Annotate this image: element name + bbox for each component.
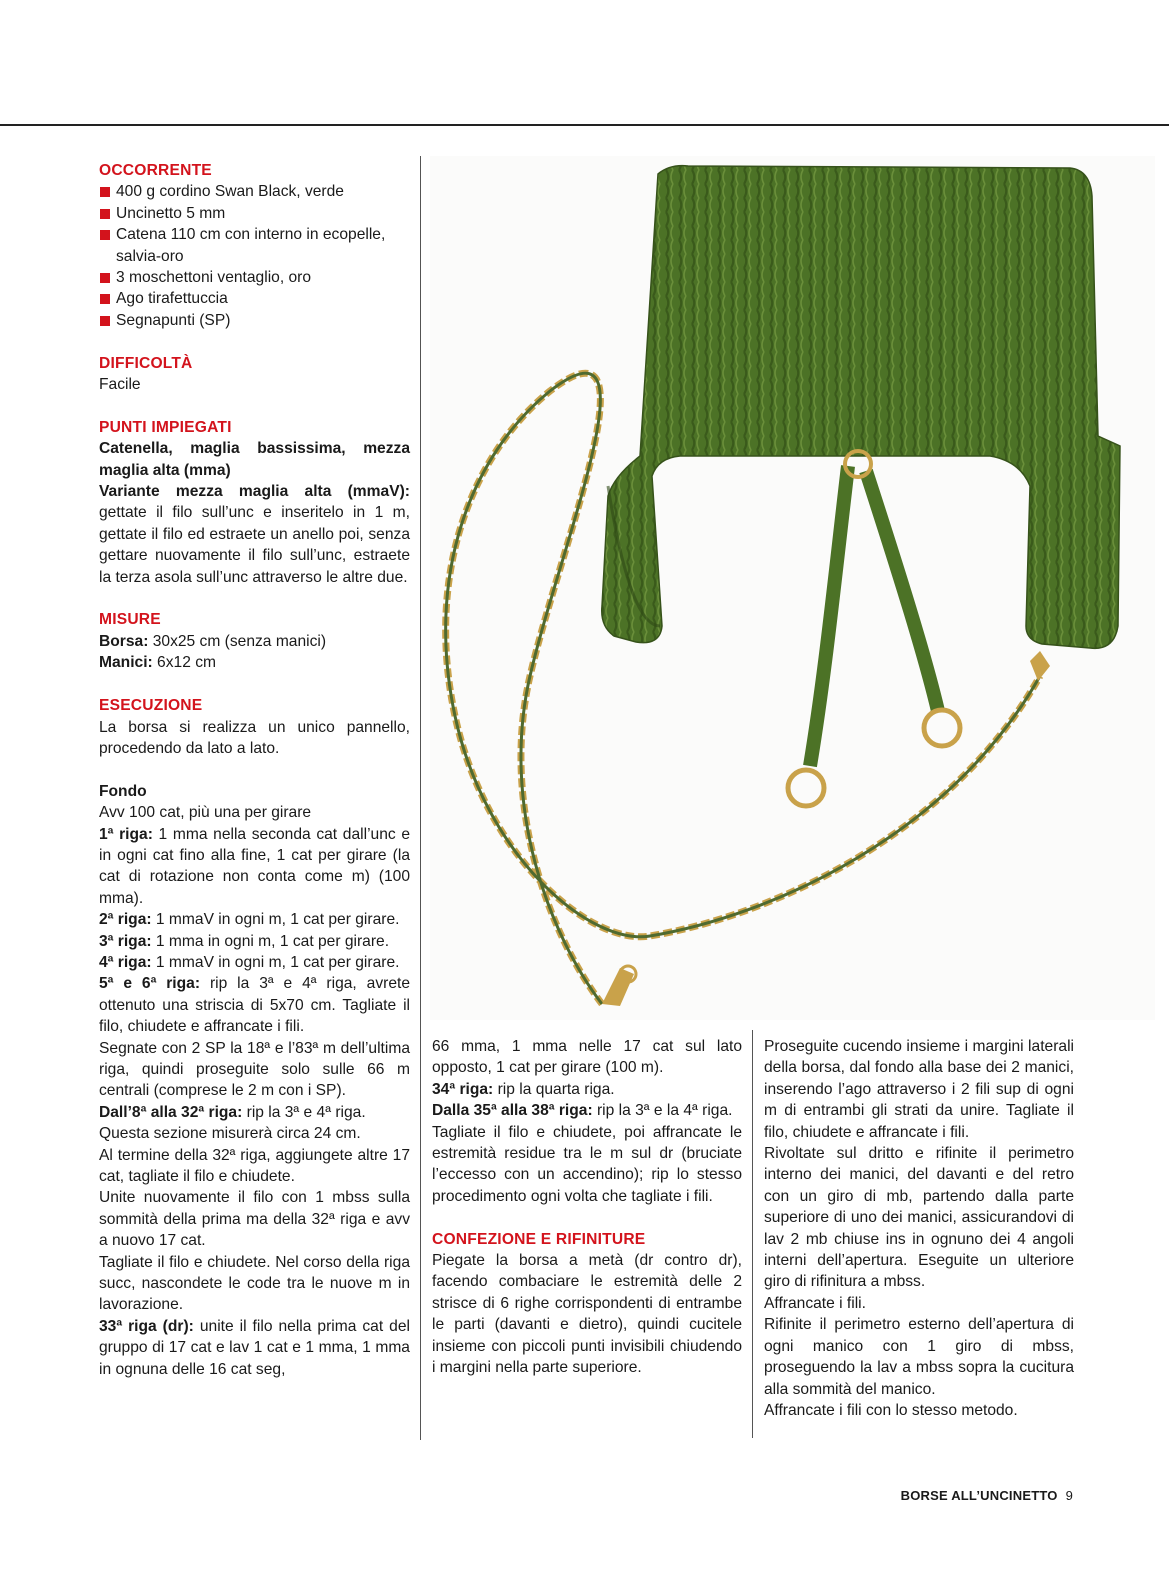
heading-punti: PUNTI IMPIEGATI [99,418,232,436]
bag-photo [430,156,1155,1020]
row-1: 1ª riga: 1 mma nella seconda cat dall’unc e in ogni cat fino alla fine, 1 cat per girare (la cat di rotazione non conta come m) (100 mma). [99,825,410,907]
column-divider [420,156,421,1440]
difficulty-value: Facile [99,376,141,394]
column-1 [99,160,410,1380]
page-number: 9 [1065,1488,1073,1503]
heading-confezione: CONFEZIONE E RIFINITURE [432,1230,646,1248]
paragraph-piegate: Piegate la borsa a metà (dr contro dr), facendo combaciare le estremità delle 2 strisce di 6 righe corrispondenti di entrambe le parti (davanti e dietro), quindi cucitele insieme con piccoli punti invisibili chiudendo i margini nella parte superiore. [432,1252,742,1377]
variant-paragraph: Variante mezza maglia alta (mmaV): gettate il filo sull’unc e inseritelo in 1 m, gettate il filo ed estraete un anello poi, senza gettare nuovamente il filo sull’unc, estraete la terza asola sull’unc attraverso le altre due. [99,483,410,586]
paragraph-proseguite: Proseguite cucendo insieme i margini laterali della borsa, dal fondo alla base dei 2 manici, inserendo l’ago attraverso i 2 fili sup di ogni m di entrambi gli strati da unire. Tagliate il filo, chiudete e affrancate i fili. [764,1038,1074,1141]
list-item: Uncinetto 5 mm [99,203,410,224]
row-4: 4ª riga: 1 mmaV in ogni m, 1 cat per girare. [99,953,400,971]
esecuzione-text: La borsa si realizza un unico pannello, procedendo da lato a lato. [99,718,410,757]
materials-list [99,181,410,331]
paragraph-rifinite: Rifinite il perimetro esterno dell’apertura di ogni manico con 1 giro di mbss, proseguendo la lav a mbss sopra la cucitura alla sommità del manico. [764,1316,1074,1398]
row-2: 2ª riga: 1 mmaV in ogni m, 1 cat per girare. [99,911,400,929]
list-item: Ago tirafettuccia [99,288,410,309]
size-manici: Manici: 6x12 cm [99,654,216,672]
row-35-38: Dalla 35ª alla 38ª riga: rip la 3ª e la 4ª riga. [432,1102,733,1120]
paragraph-unite: Unite nuovamente il filo con 1 mbss sulla sommità della prima ma della 32ª riga e avv a nuovo 17 cat. [99,1189,410,1250]
paragraph-termine: Al termine della 32ª riga, aggiungete altre 17 cat, tagliate il filo e chiudete. [99,1146,410,1186]
column-2 [432,1036,742,1378]
fondo-intro: Avv 100 cat, più una per girare [99,804,312,822]
column-divider [752,1030,753,1438]
page-footer [901,1488,1073,1503]
top-rule [0,124,1169,126]
paragraph-tagliate-2: Tagliate il filo e chiudete, poi affrancate le estremità residue tra le m sul dr (bruciate l’eccesso con un accendino); rip lo stesso procedimento ogni volta che tagliate i fili. [432,1123,742,1205]
list-item: Segnapunti (SP) [99,310,410,331]
column-3 [764,1036,1074,1421]
paragraph-affrancate: Affrancate i fili. [764,1294,866,1312]
heading-fondo: Fondo [99,782,147,800]
magazine-title: BORSE ALL’UNCINETTO [900,1488,1058,1503]
heading-occorrente: OCCORRENTE [99,162,212,179]
paragraph-tagliate: Tagliate il filo e chiudete. Nel corso della riga succ, nascondete le code tra le nuove m in lavorazione. [99,1253,410,1314]
list-item: 400 g cordino Swan Black, verde [99,181,410,202]
heading-difficolta: DIFFICOLTÀ [99,354,193,372]
paragraph-rivoltate: Rivoltate sul dritto e rifinite il perimetro interno dei manici, del davanti e del retro con un giro di mb, partendo dalla parte superiore di uno dei manici, assicurandovi di lav 2 mb chiuse ins in ognuno dei 4 angoli interni dell’apertura. Eseguite un ulteriore giro di rifinitura a mbss. [764,1145,1074,1291]
paragraph-misura: Questa sezione misurerà circa 24 cm. [99,1125,361,1143]
row-34: 34ª riga: rip la quarta riga. [432,1080,615,1098]
size-borsa: Borsa: 30x25 cm (senza manici) [99,632,327,650]
row-5-6: 5ª e 6ª riga: rip la 3ª e 4ª riga, avrete ottenuto una striscia di 5x70 cm. Tagliate il filo, chiudete e affrancate i fili. [99,975,411,1036]
row-33: 33ª riga (dr): unite il filo nella prima cat del gruppo di 17 cat e lav 1 cat e 1 mma, 1 mma in ognuna delle 16 cat seg, [99,1317,410,1378]
list-item: 3 moschettoni ventaglio, oro [99,267,410,288]
paragraph-continuation: 66 mma, 1 mma nelle 17 cat sul lato opposto, 1 cat per girare (100 m). [432,1038,742,1077]
row-8-32: Dall’8ª alla 32ª riga: rip la 3ª e 4ª riga. [99,1103,366,1121]
paragraph-segnate: Segnate con 2 SP la 18ª e l’83ª m dell’ultima riga, quindi proseguite solo sulle 66 m centrali (comprese le 2 m con i SP). [99,1039,410,1100]
list-item: Catena 110 cm con interno in ecopelle, salvia-oro [99,224,410,267]
heading-misure: MISURE [99,611,161,629]
paragraph-affrancate-2: Affrancate i fili con lo stesso metodo. [764,1401,1018,1419]
row-3: 3ª riga: 1 mma in ogni m, 1 cat per girare. [99,932,390,950]
crochet-bag-illustration [430,156,1155,1020]
heading-esecuzione: ESECUZIONE [99,697,203,715]
stitch-list: Catenella, maglia bassissima, mezza maglia alta (mma) [99,440,410,479]
